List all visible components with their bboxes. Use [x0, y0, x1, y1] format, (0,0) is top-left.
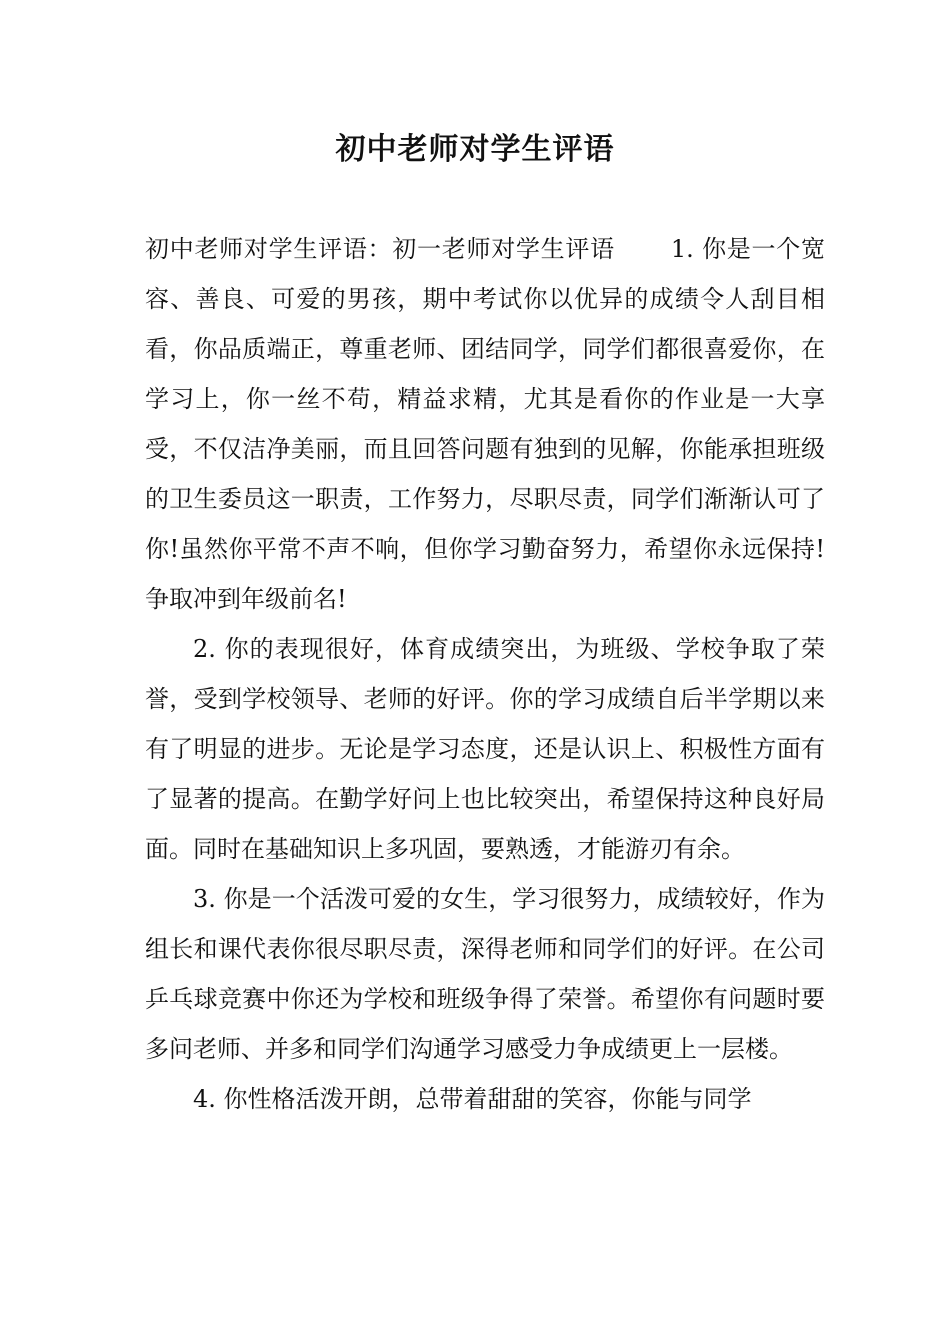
- paragraph-3: 3. 你是一个活泼可爱的女生，学习很努力，成绩较好，作为组长和课代表你很尽职尽责，深得老师和同学们的好评。在公司乒乓球竞赛中你还为学校和班级争得了荣誉。希望你有问题时要多问老师、并多和同学们沟通学习感受力争成绩更上一层楼。: [145, 885, 825, 1063]
- document-title: 初中老师对学生评语: [335, 132, 615, 167]
- paragraph-1-lead: 初中老师对学生评语：初一老师对学生评语: [145, 235, 615, 263]
- document-body: [145, 224, 825, 1124]
- paragraph-2: 2. 你的表现很好，体育成绩突出，为班级、学校争取了荣誉，受到学校领导、老师的好评。你的学习成绩自后半学期以来有了明显的进步。无论是学习态度，还是认识上、积极性方面有了显著的提高。在勤学好问上也比较突出，希望保持这种良好局面。同时在基础知识上多巩固，要熟透，才能游刃有余。: [145, 635, 825, 863]
- paragraph-4: 4. 你性格活泼开朗，总带着甜甜的笑容，你能与同学: [193, 1085, 752, 1113]
- paragraph-1-text: 1. 你是一个宽容、善良、可爱的男孩，期中考试你以优异的成绩令人刮目相看，你品质端正，尊重老师、团结同学，同学们都很喜爱你，在学习上，你一丝不苟，精益求精，尤其是看你的作业是一大享受，不仅洁净美丽，而且回答问题有独到的见解，你能承担班级的卫生委员这一职责，工作努力，尽职尽责，同学们渐渐认可了你!虽然你平常不声不响，但你学习勤奋努力，希望你永远保持!争取冲到年级前名!: [145, 235, 825, 613]
- paragraph-1: [145, 224, 825, 624]
